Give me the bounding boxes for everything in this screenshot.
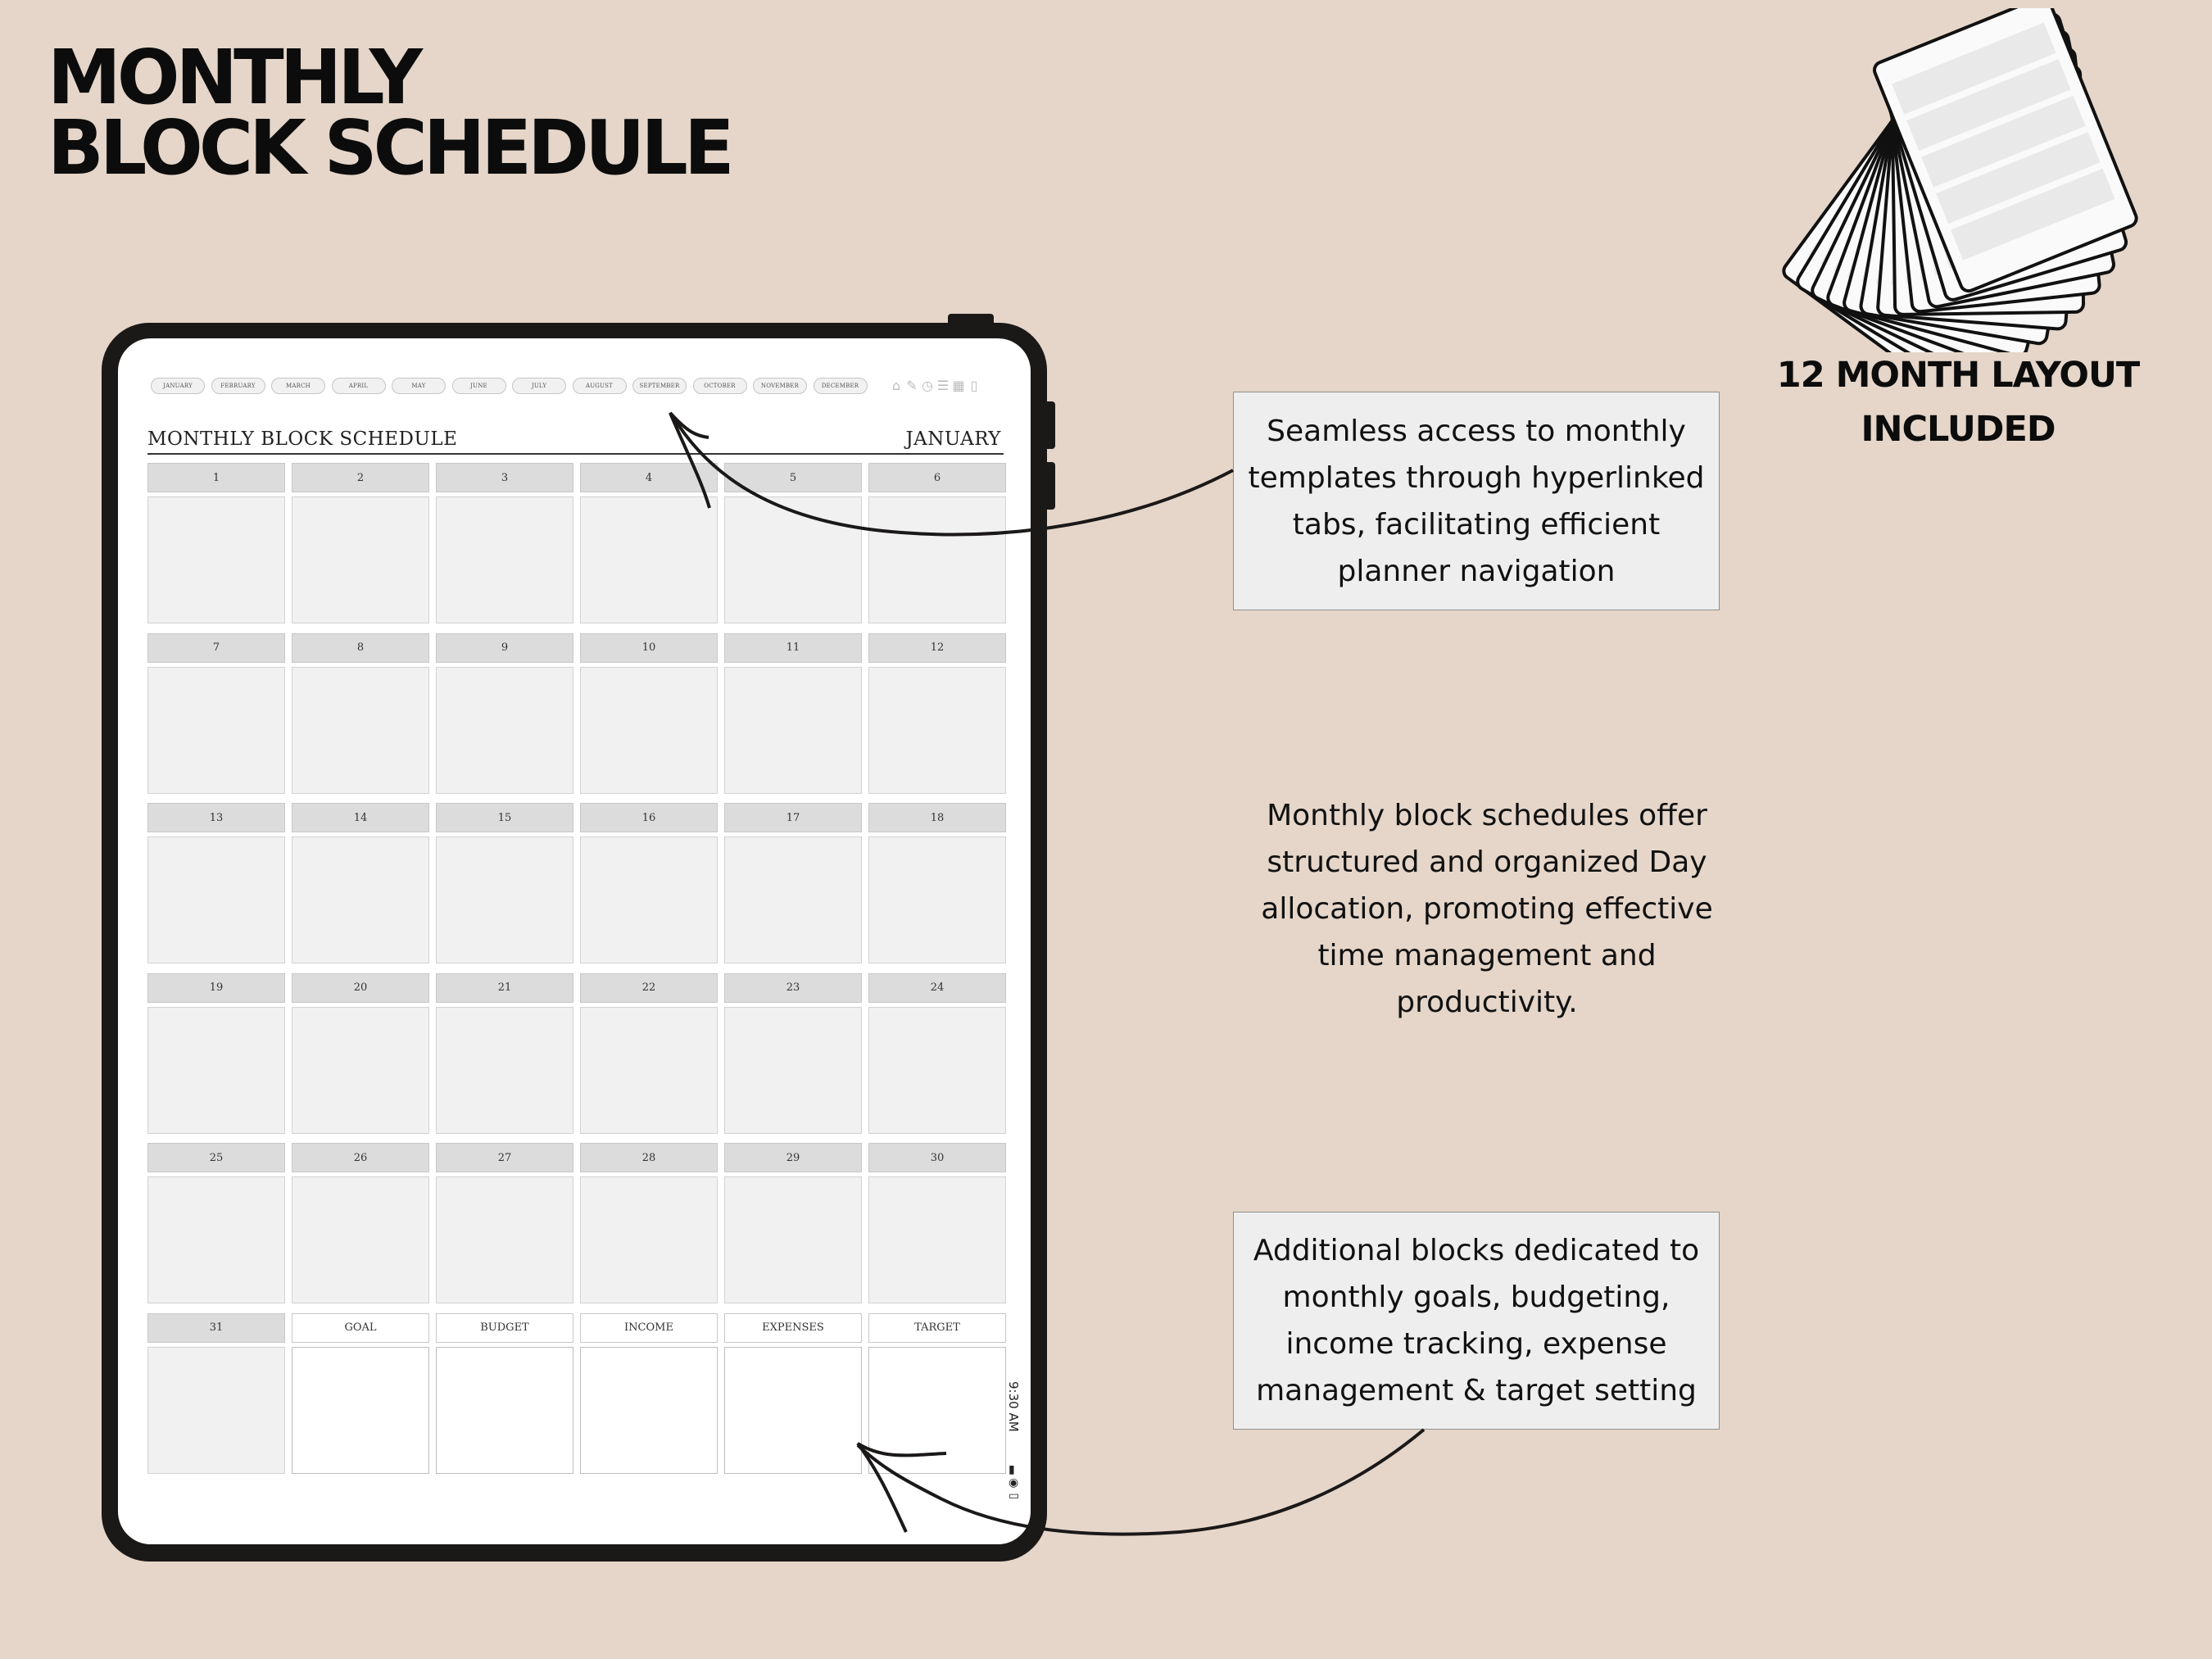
extra-block-label: BUDGET [436, 1313, 573, 1343]
edit-icon[interactable]: ✎ [906, 378, 918, 393]
day-block[interactable] [436, 836, 573, 963]
extra-block-area[interactable] [580, 1347, 718, 1474]
day-number: 24 [868, 973, 1006, 1003]
day-block[interactable] [436, 1007, 573, 1134]
tab-september[interactable]: SEPTEMBER [632, 378, 687, 394]
day-number: 12 [868, 633, 1006, 663]
day-cell [436, 1143, 573, 1172]
month-tab-bar [151, 378, 873, 394]
day-cell [868, 463, 1006, 492]
day-number: 27 [436, 1143, 573, 1172]
day-block[interactable] [868, 496, 1006, 623]
day-block[interactable] [580, 836, 718, 963]
day-number: 13 [147, 803, 285, 832]
day-block[interactable] [147, 1007, 285, 1134]
day-cell [868, 973, 1006, 1003]
twelve-month-label [1720, 348, 2196, 456]
callout-additional-blocks [1233, 1212, 1720, 1430]
day-cell [868, 633, 1006, 663]
day-number: 20 [292, 973, 429, 1003]
day-number: 11 [724, 633, 862, 663]
day-block[interactable] [147, 667, 285, 794]
day-block[interactable] [147, 1176, 285, 1303]
day-cell [436, 463, 573, 492]
day-number: 7 [147, 633, 285, 663]
day-cell [580, 803, 718, 832]
extra-block-area[interactable] [724, 1347, 862, 1474]
extra-block-label: TARGET [868, 1313, 1006, 1343]
day-cell [580, 463, 718, 492]
day-block[interactable] [724, 496, 862, 623]
day-number: 30 [868, 1143, 1006, 1172]
tab-july[interactable]: JULY [512, 378, 566, 394]
callout-additional-blocks-text: Additional blocks dedicated to monthly goals, budgeting, income tracking, expense management & target setting [1253, 1234, 1700, 1407]
day-number: 16 [580, 803, 718, 832]
day-number: 9 [436, 633, 573, 663]
day-number: 28 [580, 1143, 718, 1172]
day-number: 15 [436, 803, 573, 832]
day-cell [147, 633, 285, 663]
day-cell [147, 1313, 285, 1343]
day-number: 29 [724, 1143, 862, 1172]
twelve-month-label-line1: 12 MONTH LAYOUT [1776, 355, 2140, 396]
day-cell [436, 973, 573, 1003]
day-cell [580, 973, 718, 1003]
day-block[interactable] [292, 496, 429, 623]
tab-november[interactable]: NOVEMBER [753, 378, 807, 394]
day-block[interactable] [292, 836, 429, 963]
day-number: 6 [868, 463, 1006, 492]
day-number: 18 [868, 803, 1006, 832]
day-cell [724, 463, 862, 492]
day-cell [292, 463, 429, 492]
schedule-month: JANUARY [905, 428, 1001, 450]
status-bar [1004, 1381, 1027, 1521]
signal-icon: ▮ ◉ ▭ [1009, 1463, 1020, 1503]
tab-february[interactable]: FEBRUARY [211, 378, 265, 394]
day-cell [292, 803, 429, 832]
home-icon[interactable]: ⌂ [891, 378, 901, 393]
day-block[interactable] [580, 667, 718, 794]
day-number: 8 [292, 633, 429, 663]
tab-august[interactable]: AUGUST [573, 378, 627, 394]
callout-hyperlinked-tabs-text: Seamless access to monthly templates through hyperlinked tabs, facilitating efficient planner navigation [1248, 414, 1705, 588]
day-number: 14 [292, 803, 429, 832]
day-block[interactable] [147, 1347, 285, 1474]
day-cell [292, 633, 429, 663]
extra-block-goal [292, 1313, 429, 1343]
day-cell [724, 633, 862, 663]
day-cell [724, 973, 862, 1003]
schedule-title: MONTHLY BLOCK SCHEDULE [147, 428, 458, 450]
day-number: 19 [147, 973, 285, 1003]
day-block[interactable] [580, 496, 718, 623]
day-block[interactable] [292, 667, 429, 794]
day-number: 2 [292, 463, 429, 492]
page-heading-line2: BLOCK SCHEDULE [48, 104, 731, 192]
day-number: 4 [580, 463, 718, 492]
extra-block-label: GOAL [292, 1313, 429, 1343]
day-cell [147, 463, 285, 492]
day-block[interactable] [724, 667, 862, 794]
day-number: 21 [436, 973, 573, 1003]
extra-block-budget [436, 1313, 573, 1343]
notebook-icon[interactable]: ▯ [970, 378, 978, 393]
tab-may[interactable]: MAY [392, 378, 446, 394]
day-cell [868, 803, 1006, 832]
tab-april[interactable]: APRIL [332, 378, 386, 394]
callout-hyperlinked-tabs [1233, 392, 1720, 610]
day-cell [868, 1143, 1006, 1172]
twelve-month-label-line2: INCLUDED [1861, 409, 2056, 450]
day-cell [436, 803, 573, 832]
extra-block-area[interactable] [436, 1347, 573, 1474]
day-block[interactable] [292, 1176, 429, 1303]
day-number: 3 [436, 463, 573, 492]
day-block[interactable] [724, 1176, 862, 1303]
day-block[interactable] [868, 836, 1006, 963]
day-block[interactable] [147, 496, 285, 623]
page-heading-line1: MONTHLY [48, 34, 419, 121]
day-block[interactable] [436, 667, 573, 794]
day-number: 25 [147, 1143, 285, 1172]
extra-block-expenses [724, 1313, 862, 1343]
day-number: 10 [580, 633, 718, 663]
day-number: 23 [724, 973, 862, 1003]
day-block[interactable] [868, 667, 1006, 794]
day-cell [580, 633, 718, 663]
status-time: 9:30 AM [1006, 1381, 1021, 1432]
extra-block-target [868, 1313, 1006, 1343]
day-block[interactable] [724, 836, 862, 963]
tab-march[interactable]: MARCH [271, 378, 325, 394]
day-cell [292, 1143, 429, 1172]
day-block[interactable] [436, 1176, 573, 1303]
page-heading [48, 34, 731, 192]
tablet-screen [118, 338, 1031, 1544]
tab-october[interactable]: OCTOBER [693, 378, 747, 394]
extra-block-label: INCOME [580, 1313, 718, 1343]
callout-block-schedule-text: Monthly block schedules offer structured and organized Day allocation, promoting effective time management and productivity. [1261, 799, 1713, 1019]
day-cell [724, 1143, 862, 1172]
clock-icon[interactable]: ◷ [922, 378, 933, 393]
day-number: 17 [724, 803, 862, 832]
day-block[interactable] [724, 1007, 862, 1134]
list-icon[interactable]: ☰ [936, 378, 950, 393]
day-block[interactable] [580, 1007, 718, 1134]
extra-block-area[interactable] [292, 1347, 429, 1474]
day-number: 5 [724, 463, 862, 492]
extra-block-income [580, 1313, 718, 1343]
day-number: 22 [580, 973, 718, 1003]
day-block[interactable] [868, 1007, 1006, 1134]
callout-block-schedule [1233, 792, 1741, 1026]
extra-block-label: EXPENSES [724, 1313, 862, 1343]
day-cell [147, 973, 285, 1003]
extra-block-area[interactable] [868, 1347, 1006, 1474]
day-cell [147, 803, 285, 832]
tab-january[interactable]: JANUARY [151, 378, 205, 394]
calendar-icon[interactable]: ▦ [952, 378, 965, 393]
day-block[interactable] [292, 1007, 429, 1134]
day-cell [436, 633, 573, 663]
day-cell [147, 1143, 285, 1172]
nav-icon-bar [890, 378, 981, 393]
twelve-month-pages-illustration [1708, 8, 2212, 352]
tab-december[interactable]: DECEMBER [814, 378, 868, 394]
day-number: 1 [147, 463, 285, 492]
day-cell [292, 973, 429, 1003]
day-number: 26 [292, 1143, 429, 1172]
tab-june[interactable]: JUNE [452, 378, 506, 394]
day-number: 31 [147, 1313, 285, 1343]
day-cell [724, 803, 862, 832]
day-cell [580, 1143, 718, 1172]
day-block[interactable] [436, 496, 573, 623]
title-divider [147, 453, 1004, 455]
day-block[interactable] [147, 836, 285, 963]
day-block[interactable] [580, 1176, 718, 1303]
day-block[interactable] [868, 1176, 1006, 1303]
